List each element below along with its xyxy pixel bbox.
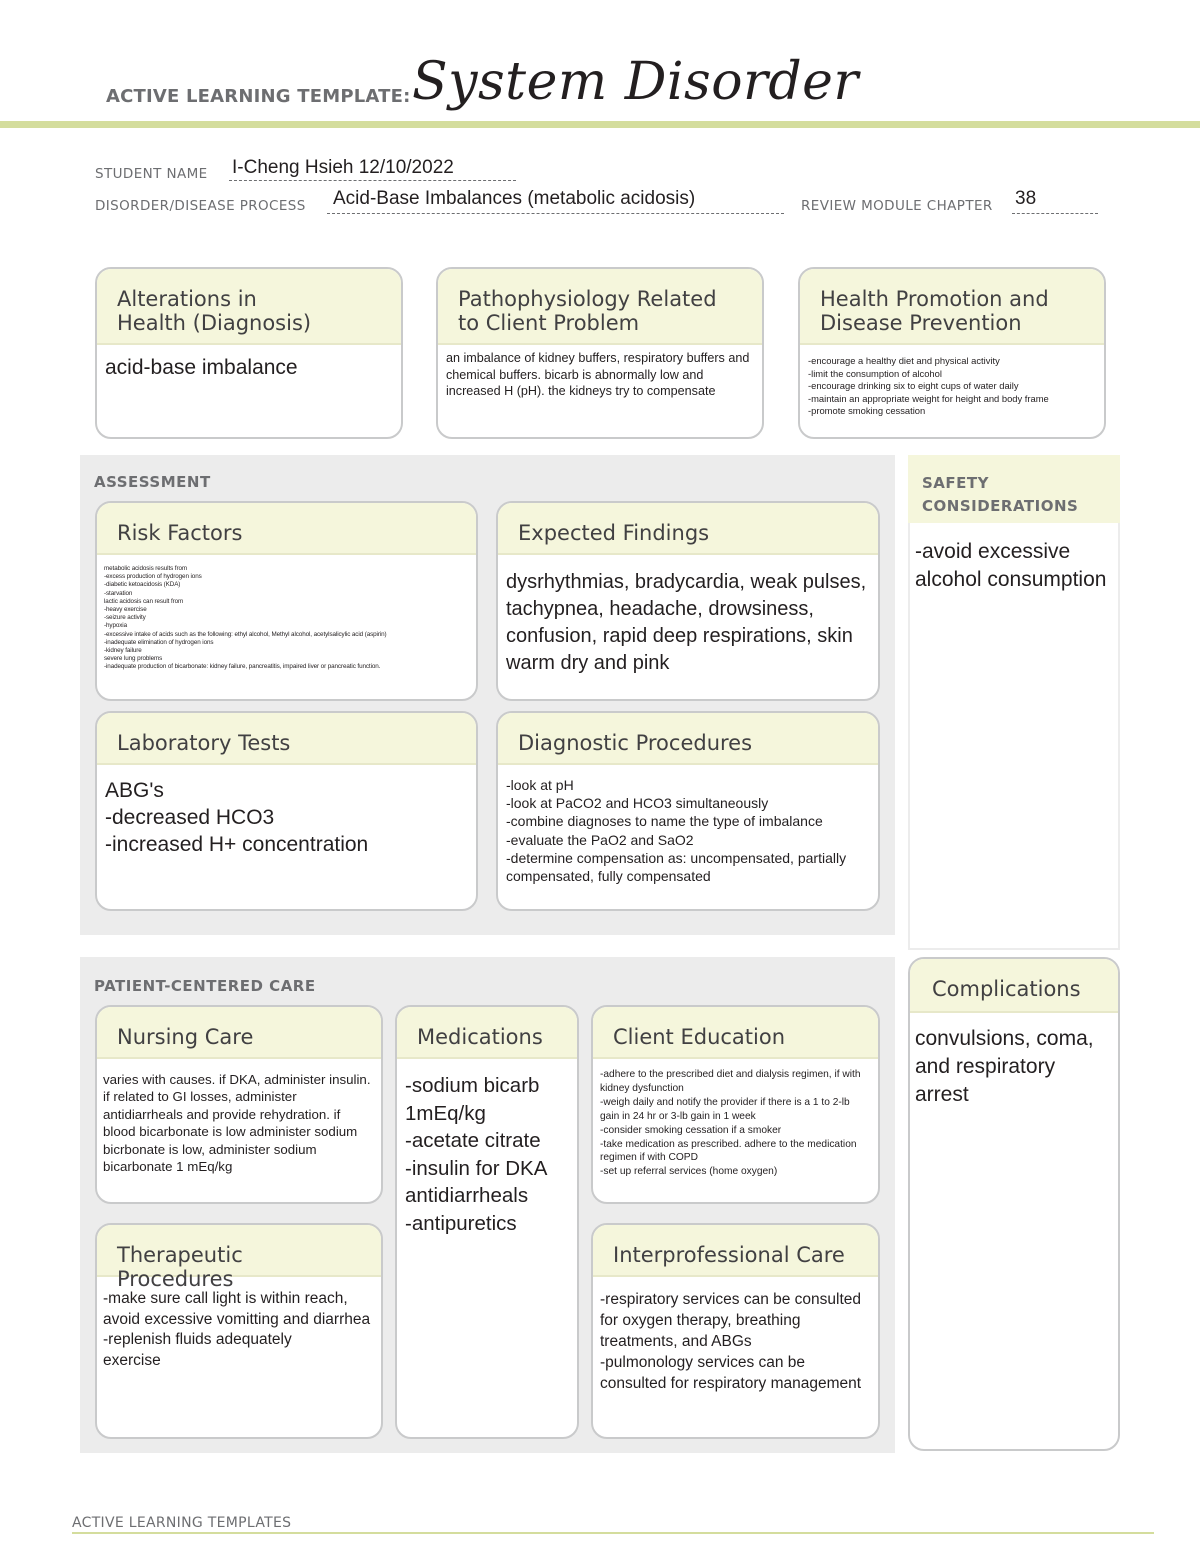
laboratory-tests-title: Laboratory Tests bbox=[97, 713, 476, 765]
medications-body[interactable]: -sodium bicarb 1mEq/kg -acetate citrate -insulin for DKA antidiarrheals -antipuretics bbox=[405, 1074, 548, 1235]
template-label: ACTIVE LEARNING TEMPLATE: bbox=[106, 86, 411, 107]
diagnostic-procedures-box bbox=[496, 711, 880, 911]
patient-care-heading: PATIENT-CENTERED CARE bbox=[94, 977, 316, 995]
footer-divider bbox=[72, 1532, 1154, 1534]
header-divider bbox=[0, 121, 1200, 128]
health-promotion-body[interactable]: -encourage a healthy diet and physical activity -limit the consumption of alcohol -encourage drinking six to eight cups of water daily -maintain an appropriate weight for height and body frame -promote smoking cessation bbox=[808, 355, 1049, 417]
alterations-body[interactable]: acid-base imbalance bbox=[105, 356, 298, 379]
diagnostic-procedures-title: Diagnostic Procedures bbox=[498, 713, 878, 765]
alterations-box bbox=[95, 267, 403, 439]
student-name-underline bbox=[229, 180, 516, 181]
expected-findings-body[interactable]: dysrhythmias, bradycardia, weak pulses, tachypnea, headache, drowsiness, confusion, rapid deep respirations, skin warm dry and pink bbox=[506, 571, 867, 674]
nursing-care-box bbox=[95, 1005, 383, 1204]
health-promotion-title: Health Promotion and Disease Prevention bbox=[800, 269, 1104, 345]
alterations-title: Alterations in Health (Diagnosis) bbox=[97, 269, 401, 345]
interprofessional-care-box bbox=[591, 1223, 880, 1439]
client-education-body[interactable]: -adhere to the prescribed diet and dialysis regimen, if with kidney dysfunction -weigh daily and notify the provider if there is a 1 to 2-lb gain in 24 hr or 3-lb gain in 1 week -consider smoking cessation if a smoker -take medication as prescribed. adhere to the medication regimen if with COPD -set up referral services (home oxygen) bbox=[600, 1069, 861, 1178]
disorder-label: DISORDER/DISEASE PROCESS bbox=[95, 198, 306, 214]
page-title: System Disorder bbox=[412, 52, 859, 112]
chapter-label: REVIEW MODULE CHAPTER bbox=[801, 198, 993, 214]
laboratory-tests-box bbox=[95, 711, 478, 911]
therapeutic-procedures-body[interactable]: -make sure call light is within reach, avoid excessive vomitting and diarrhea -replenish fluids adequately exercise bbox=[103, 1290, 371, 1369]
risk-factors-title: Risk Factors bbox=[97, 503, 476, 555]
pathophysiology-box bbox=[436, 267, 764, 439]
therapeutic-procedures-title: Therapeutic Procedures bbox=[97, 1225, 381, 1277]
risk-factors-body[interactable]: metabolic acidosis results from -excess production of hydrogen ions -diabetic ketoacidosis (KDA) -starvation lactic acidosis can result from -heavy exercise -seizure activity -hypoxia -excessive intake of acids such as the following: ethyl alcohol, Methyl alcohol, acetylsalicylic acid (aspirin) -inadequate elimination of hydrogen ions -kidney failure severe lung problems -inadequate production of bicarbonate: kidney failure, pancreatitis, impaired liver or pancreatic function. bbox=[104, 565, 387, 671]
student-name-label: STUDENT NAME bbox=[95, 166, 208, 182]
footer-text: ACTIVE LEARNING TEMPLATES bbox=[72, 1515, 292, 1531]
interprofessional-care-title: Interprofessional Care bbox=[593, 1225, 878, 1277]
medications-box bbox=[395, 1005, 579, 1439]
expected-findings-box bbox=[496, 501, 880, 701]
chapter-underline bbox=[1012, 213, 1098, 214]
risk-factors-box bbox=[95, 501, 478, 701]
safety-heading: SAFETY CONSIDERATIONS bbox=[922, 474, 1079, 515]
laboratory-tests-body[interactable]: ABG's -decreased HCO3 -increased H+ concentration bbox=[105, 779, 369, 856]
complications-box bbox=[908, 957, 1120, 1451]
therapeutic-procedures-box bbox=[95, 1223, 383, 1439]
assessment-heading: ASSESSMENT bbox=[94, 473, 211, 491]
expected-findings-title: Expected Findings bbox=[498, 503, 878, 555]
student-name-field[interactable]: I-Cheng Hsieh 12/10/2022 bbox=[232, 157, 454, 178]
disorder-underline bbox=[327, 213, 784, 214]
complications-body[interactable]: convulsions, coma, and respiratory arrest bbox=[915, 1027, 1094, 1106]
disorder-field[interactable]: Acid-Base Imbalances (metabolic acidosis) bbox=[333, 188, 696, 209]
client-education-title: Client Education bbox=[593, 1007, 878, 1059]
diagnostic-procedures-body[interactable]: -look at pH -look at PaCO2 and HCO3 simultaneously -combine diagnoses to name the type of imbalance -evaluate the PaO2 and SaO2 -determine compensation as: uncompensated, partially compensated, fully compensated bbox=[506, 777, 847, 885]
complications-title: Complications bbox=[910, 959, 1118, 1013]
interprofessional-care-body[interactable]: -respiratory services can be consulted for oxygen therapy, breathing treatments, and ABGs -pulmonology services can be consulted for respiratory management bbox=[600, 1291, 862, 1392]
nursing-care-body[interactable]: varies with causes. if DKA, administer insulin. if related to GI losses, administer antidiarrheals and provide rehydration. if blood bicarbonate is low administer sodium bicrbonate is low, administer sodium bicarbonate 1 mEq/kg bbox=[103, 1072, 371, 1175]
chapter-field[interactable]: 38 bbox=[1015, 188, 1037, 209]
health-promotion-box bbox=[798, 267, 1106, 439]
pathophysiology-body[interactable]: an imbalance of kidney buffers, respiratory buffers and chemical buffers. bicarb is abnormally low and increased H (pH). the kidneys try to compensate bbox=[446, 351, 750, 398]
pathophysiology-title: Pathophysiology Related to Client Problem bbox=[438, 269, 762, 345]
client-education-box bbox=[591, 1005, 880, 1204]
nursing-care-title: Nursing Care bbox=[97, 1007, 381, 1059]
safety-body[interactable]: -avoid excessive alcohol consumption bbox=[915, 540, 1107, 591]
medications-title: Medications bbox=[397, 1007, 577, 1059]
